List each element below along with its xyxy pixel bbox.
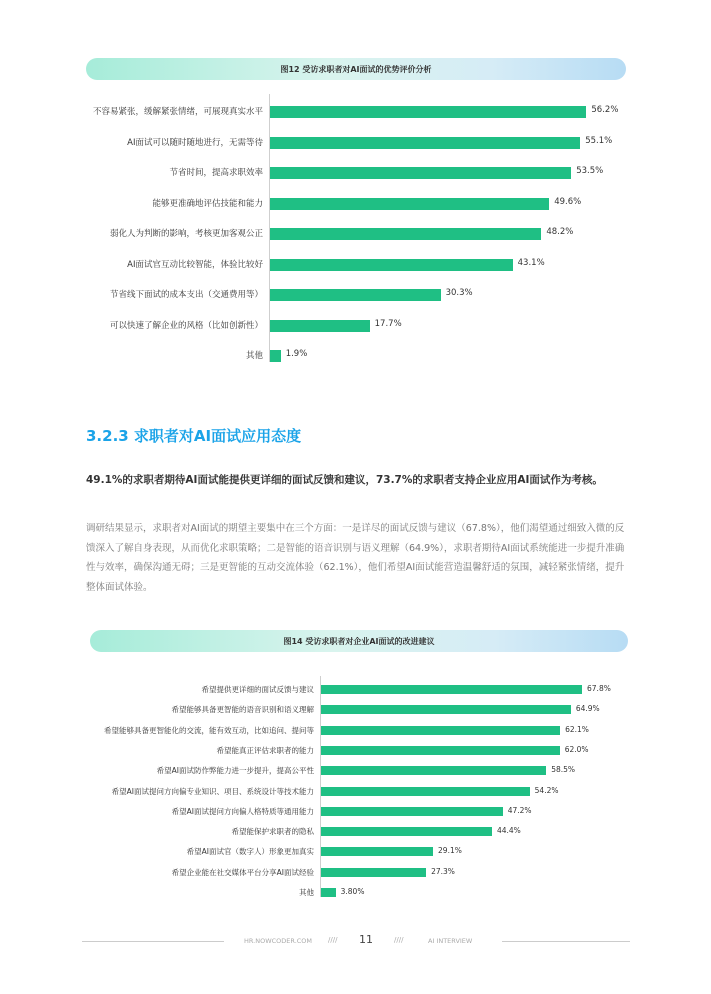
bar-category-label: 可以快速了解企业的风格（比如创新性）: [109, 320, 263, 331]
bar: [270, 289, 441, 301]
footer-divider-left: [82, 941, 224, 942]
bar: [321, 726, 560, 735]
footer-divider-right: [502, 941, 630, 942]
bar: [321, 888, 336, 897]
bar-value-label: 64.9%: [575, 704, 600, 714]
bar-category-label: 不容易紧张，缓解紧张情绪，可展现真实水平: [92, 107, 263, 117]
body-paragraph: 调研结果显示，求职者对AI面试的期望主要集中在三个方面：一是详尽的面试反馈与建议（67.8%），他们渴望通过细致入微的反馈深入了解自身表现，从而优化求职策略；二是智能的语音识别与语义理解（64.9%），求职者期待AI面试系统能进一步提升准确性与效率，确保沟通无碍；三是更智能的互动交流体验（62.1%），他们希望AI面试能营造温馨舒适的氛围，减轻紧张情绪，提升整体面试体验。: [86, 523, 625, 593]
bar-category-label: AI面试可以随时随地进行，无需等待: [127, 137, 263, 148]
bar-category-label: AI面试官互动比较智能，体验比较好: [127, 259, 263, 270]
lead-paragraph: 49.1%的求职者期待AI面试能提供更详细的面试反馈和建议，73.7%的求职者支持企业应用AI面试作为考核。: [86, 474, 603, 486]
chart-title-banner: [90, 630, 628, 652]
bar-value-label: 67.8%: [587, 684, 611, 693]
bar-category-label: 希望提供更详细的面试反馈与建议: [201, 685, 314, 694]
footer-separator: ////: [328, 936, 338, 944]
bar-category-label: 希望AI面试提问方向偏专业知识、项目、系统设计等技术能力: [111, 786, 314, 796]
bar: [321, 807, 503, 816]
bar: [270, 167, 571, 179]
bar: [321, 827, 492, 836]
bar-value-label: 62.1%: [565, 724, 589, 734]
bar-value-label: 53.5%: [576, 166, 604, 176]
bar: [270, 106, 586, 118]
bar-category-label: 希望能保护求职者的隐私: [231, 827, 314, 837]
footer-site: HR.NOWCODER.COM: [244, 937, 313, 945]
bar-value-label: 48.2%: [546, 227, 574, 237]
chart-title-banner: [86, 58, 626, 80]
chart-title: 图14 受访求职者对企业AI面试的改进建议: [283, 636, 435, 646]
bar-category-label: 希望AI面试提问方向偏人格特质等通用能力: [171, 806, 314, 816]
bar-category-label: 希望能够具备更智能的语音识别和语义理解: [171, 705, 314, 715]
bar-category-label: 节省时间，提高求职效率: [169, 168, 263, 178]
bar-value-label: 56.2%: [591, 105, 619, 115]
bar: [321, 746, 560, 755]
bar-value-label: 3.80%: [340, 887, 365, 896]
section-heading: 3.2.3 求职者对AI面试应用态度: [86, 427, 302, 445]
bar: [321, 787, 530, 796]
page-number: 11: [359, 933, 373, 946]
bar-value-label: 43.1%: [517, 257, 545, 268]
bar: [321, 705, 571, 714]
bar: [270, 228, 541, 240]
bar: [321, 868, 426, 877]
bar-category-label: 希望能够具备更智能化的交流，能有效互动，比如追问、提问等: [104, 725, 314, 735]
bar-category-label: 希望企业能在社交媒体平台分享AI面试经验: [171, 867, 314, 877]
bar: [321, 847, 433, 856]
bar-category-label: 其他: [299, 888, 314, 897]
bar-category-label: 其他: [245, 351, 263, 361]
footer-separator: ////: [394, 936, 404, 944]
bar: [270, 137, 580, 149]
bar-value-label: 58.5%: [551, 765, 576, 775]
bar-category-label: 节省线下面试的成本支出（交通费用等）: [109, 290, 263, 300]
bar-category-label: 希望AI面试官（数字人）形象更加真实: [186, 847, 314, 857]
bar: [270, 259, 513, 271]
bar: [321, 685, 582, 694]
bar: [270, 350, 281, 362]
footer-tagline: AI INTERVIEW: [428, 937, 473, 945]
bar-value-label: 27.3%: [431, 866, 455, 876]
chart-title: 图12 受访求职者对AI面试的优势评价分析: [280, 64, 432, 74]
bar-value-label: 62.0%: [564, 744, 589, 754]
bar-value-label: 49.6%: [554, 196, 582, 207]
bar-value-label: 55.1%: [585, 135, 613, 146]
bar-value-label: 17.7%: [374, 318, 402, 329]
bar-value-label: 54.2%: [534, 785, 559, 795]
bar: [270, 320, 370, 332]
bar-category-label: 希望AI面试防作弊能力进一步提升，提高公平性: [156, 766, 314, 776]
bar: [321, 766, 546, 775]
bar-category-label: 弱化人为判断的影响，考核更加客观公正: [109, 229, 263, 239]
bar-value-label: 1.9%: [285, 349, 308, 359]
bar-category-label: 希望能真正评估求职者的能力: [216, 745, 314, 755]
bar-value-label: 30.3%: [445, 288, 473, 298]
bar-value-label: 44.4%: [496, 826, 521, 836]
bar-value-label: 29.1%: [438, 846, 462, 856]
bar: [270, 198, 549, 210]
bar-category-label: 能够更准确地评估技能和能力: [152, 198, 263, 209]
bar-value-label: 47.2%: [507, 805, 532, 815]
